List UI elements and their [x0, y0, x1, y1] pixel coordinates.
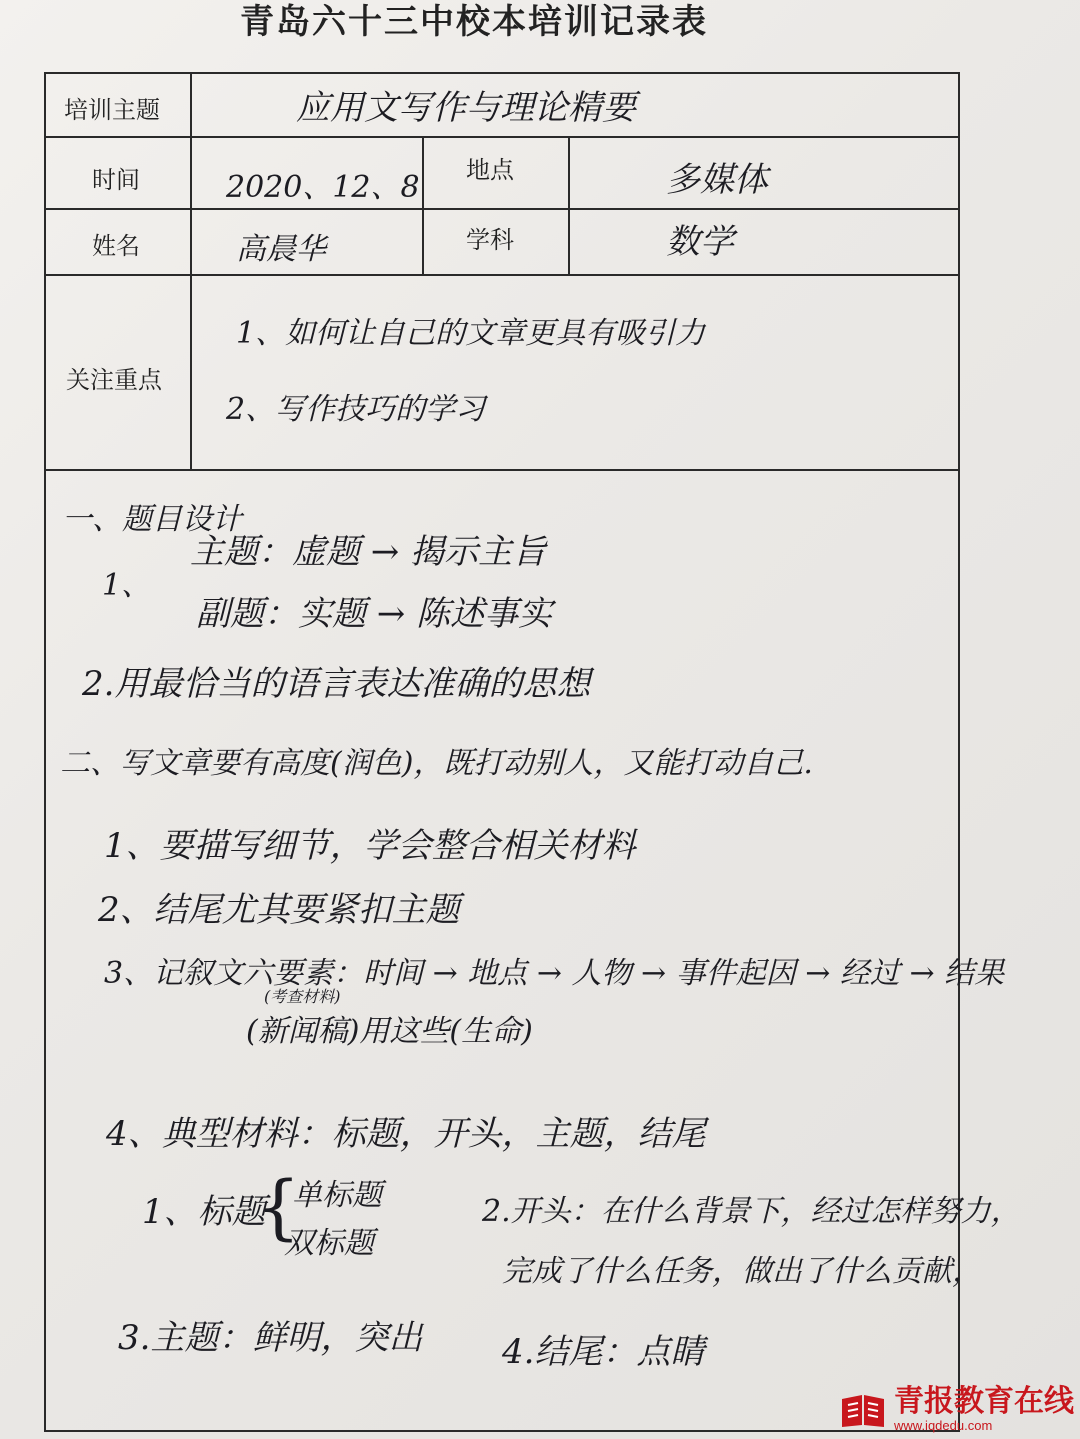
- row-divider: [46, 274, 958, 276]
- focus-label: 关注重点: [66, 366, 162, 394]
- note-line: 单标题: [292, 1178, 382, 1213]
- col-divider: [568, 136, 570, 274]
- name-value: 高晨华: [236, 232, 326, 267]
- note-line: 3、记叙文六要素：时间 → 地点 → 人物 → 事件起因 → 经过 → 结果: [104, 956, 1005, 991]
- place-value: 多媒体: [666, 160, 768, 200]
- note-line: 3.主题：鲜明，突出: [118, 1318, 423, 1358]
- note-line: 1、标题: [142, 1192, 266, 1232]
- row-divider: [46, 469, 958, 471]
- place-label: 地点: [466, 156, 514, 184]
- col-divider: [422, 136, 424, 274]
- note-line: 2、结尾尤其要紧扣主题: [98, 890, 460, 930]
- subject-value: 数学: [666, 222, 734, 262]
- row-divider: [46, 136, 958, 138]
- topic-label: 培训主题: [64, 96, 160, 124]
- note-line: 2.开头：在什么背景下，经过怎样努力，: [482, 1194, 1021, 1229]
- note-line: 4.结尾：点睛: [502, 1332, 705, 1372]
- topic-value: 应用文写作与理论精要: [296, 88, 636, 128]
- note-line: 双标题: [284, 1226, 374, 1261]
- note-line: 1、要描写细节，学会整合相关材料: [104, 826, 636, 866]
- book-logo-icon: [838, 1391, 888, 1429]
- note-line: 一、题目设计: [62, 502, 242, 537]
- logo-url: www.iqdedu.com: [894, 1418, 993, 1433]
- note-line: 副题：实题 → 陈述事实: [196, 594, 553, 634]
- name-label: 姓名: [92, 232, 140, 260]
- note-line: 1、: [102, 568, 152, 603]
- note-annotation: (考查材料): [264, 987, 341, 1006]
- subject-label: 学科: [466, 226, 514, 254]
- site-logo: [838, 1386, 1074, 1433]
- focus-item: 2、写作技巧的学习: [226, 392, 486, 427]
- page-title: 青岛六十三中校本培训记录表: [240, 2, 708, 42]
- note-line: 完成了什么任务，做出了什么贡献，: [502, 1254, 982, 1289]
- note-line: 4、典型材料：标题，开头，主题，结尾: [106, 1114, 706, 1154]
- note-line: 2.用最恰当的语言表达准确的思想: [82, 664, 591, 704]
- note-line: 二、写文章要有高度(润色)，既打动别人，又能打动自己.: [60, 746, 813, 781]
- brace-symbol: {: [256, 1166, 301, 1248]
- col-divider: [190, 74, 192, 469]
- time-value: 2020、12、8: [226, 170, 420, 205]
- row-divider: [46, 208, 958, 210]
- logo-name: 青报教育在线: [894, 1384, 1074, 1419]
- time-label: 时间: [92, 166, 140, 194]
- focus-item: 1、如何让自己的文章更具有吸引力: [236, 316, 706, 351]
- note-line: 主题：虚题 → 揭示主旨: [190, 532, 547, 572]
- note-line: (新闻稿)用这些(生命): [246, 1014, 533, 1049]
